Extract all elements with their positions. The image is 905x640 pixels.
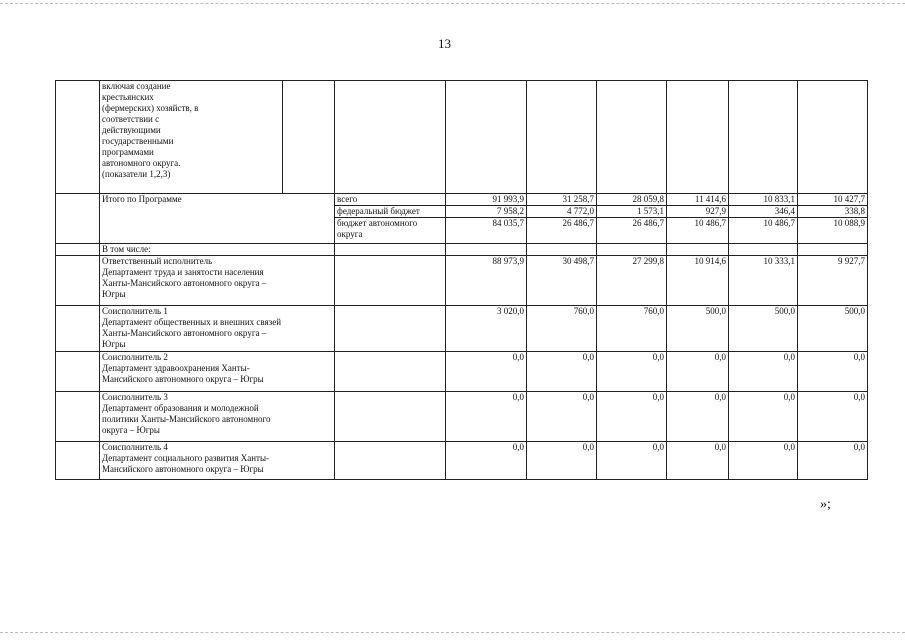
- value-cell: 10 333,1: [729, 256, 798, 306]
- value-cell: 28 059,8: [597, 194, 667, 206]
- number-cell: [56, 442, 100, 480]
- executor-label-line: Департамент образования и молодежной: [102, 403, 259, 413]
- value-cell: 346,4: [729, 206, 798, 218]
- value-cell: 500,0: [798, 306, 868, 352]
- value-cell: 0,0: [729, 352, 798, 392]
- executor-row: [56, 256, 868, 306]
- empty-cell: [729, 244, 798, 256]
- executor-label: [100, 352, 335, 392]
- value-cell: 0,0: [446, 352, 527, 392]
- empty-cell: [667, 81, 729, 194]
- value-cell: 31 258,7: [527, 194, 597, 206]
- activity-text-line: автономного округа.: [102, 158, 181, 168]
- activity-text-line: включая создание: [102, 81, 171, 91]
- value-cell: 500,0: [729, 306, 798, 352]
- including-label: В том числе:: [100, 244, 335, 256]
- value-cell: 0,0: [597, 442, 667, 480]
- executor-row: [56, 392, 868, 442]
- executor-label-line: Югры: [102, 289, 126, 299]
- empty-cell: [667, 244, 729, 256]
- activity-text-line: соответствии с: [102, 114, 160, 124]
- budget-table: [55, 80, 868, 480]
- executor-label-line: Соисполнитель 1: [102, 306, 168, 316]
- value-cell: 10 427,7: [798, 194, 868, 206]
- executor-label-line: Ханты-Мансийского автономного округа –: [102, 278, 267, 288]
- number-cell: [56, 81, 100, 194]
- executor-label-line: Департамент труда и занятости населения: [102, 267, 264, 277]
- value-cell: 10 088,9: [798, 218, 868, 244]
- empty-cell: [729, 81, 798, 194]
- executor-label-line: Департамент здравоохранения Ханты-: [102, 363, 250, 373]
- executor-label-line: политики Ханты-Мансийского автономного: [102, 414, 271, 424]
- executor-label: [100, 392, 335, 442]
- value-cell: 0,0: [729, 392, 798, 442]
- value-cell: 0,0: [798, 352, 868, 392]
- activity-row: [56, 81, 868, 194]
- value-cell: 0,0: [667, 392, 729, 442]
- page-number: 13: [438, 36, 451, 51]
- value-cell: 84 035,7: [446, 218, 527, 244]
- value-cell: 0,0: [446, 442, 527, 480]
- value-cell: 0,0: [798, 392, 868, 442]
- value-cell: 1 573,1: [597, 206, 667, 218]
- value-cell: 0,0: [729, 442, 798, 480]
- empty-cell: [446, 244, 527, 256]
- value-cell: 9 927,7: [798, 256, 868, 306]
- value-cell: 4 772,0: [527, 206, 597, 218]
- executor-label: [100, 442, 335, 480]
- empty-cell: [335, 352, 446, 392]
- activity-text-line: (показатели 1,2,3): [102, 169, 171, 179]
- value-cell: 27 299,8: [597, 256, 667, 306]
- executor-label-line: Департамент социального развития Ханты-: [102, 453, 270, 463]
- value-cell: 0,0: [798, 442, 868, 480]
- number-cell: [56, 352, 100, 392]
- value-cell: 0,0: [597, 352, 667, 392]
- empty-cell: [335, 306, 446, 352]
- executor-label-line: Соисполнитель 4: [102, 442, 168, 452]
- funding-source: бюджет автономного округа: [335, 218, 446, 244]
- value-cell: 0,0: [527, 392, 597, 442]
- value-cell: 26 486,7: [527, 218, 597, 244]
- value-cell: 10 486,7: [667, 218, 729, 244]
- value-cell: 760,0: [597, 306, 667, 352]
- empty-cell: [597, 81, 667, 194]
- total-label: Итого по Программе: [100, 194, 335, 244]
- activity-description-cell: [100, 81, 283, 194]
- funding-source: федеральный бюджет: [335, 206, 446, 218]
- executor-label-line: Ханты-Мансийского автономного округа –: [102, 328, 267, 338]
- executor-label: [100, 256, 335, 306]
- value-cell: 26 486,7: [597, 218, 667, 244]
- empty-cell: [335, 256, 446, 306]
- value-cell: 91 993,9: [446, 194, 527, 206]
- number-cell: [56, 194, 100, 244]
- number-cell: [56, 306, 100, 352]
- value-cell: 10 486,7: [729, 218, 798, 244]
- number-cell: [56, 244, 100, 256]
- activity-text-line: действующими: [102, 125, 161, 135]
- executor-label-line: Соисполнитель 3: [102, 392, 168, 402]
- value-cell: 0,0: [527, 442, 597, 480]
- funding-source: всего: [335, 194, 446, 206]
- value-cell: 0,0: [446, 392, 527, 442]
- empty-cell: [798, 81, 868, 194]
- value-cell: 760,0: [527, 306, 597, 352]
- including-row: [56, 244, 868, 256]
- activity-text-line: крестьянских: [102, 92, 154, 102]
- value-cell: 0,0: [597, 392, 667, 442]
- empty-cell: [597, 244, 667, 256]
- total-row-all: [56, 194, 868, 206]
- value-cell: 10 833,1: [729, 194, 798, 206]
- activity-text-line: государственными: [102, 136, 174, 146]
- empty-cell: [527, 81, 597, 194]
- executor-label-line: Югры: [102, 339, 126, 349]
- number-cell: [56, 256, 100, 306]
- executor-row: [56, 306, 868, 352]
- executor-row: [56, 352, 868, 392]
- executor-label: [100, 306, 335, 352]
- number-cell: [56, 392, 100, 442]
- executor-label-line: округа – Югры: [102, 425, 160, 435]
- activity-text-line: (фермерских) хозяйств, в: [102, 103, 199, 113]
- value-cell: 0,0: [667, 352, 729, 392]
- executor-label-line: Соисполнитель 2: [102, 352, 168, 362]
- empty-cell: [446, 81, 527, 194]
- empty-cell: [798, 244, 868, 256]
- activity-text-line: программами: [102, 147, 154, 157]
- value-cell: 11 414,6: [667, 194, 729, 206]
- value-cell: 0,0: [527, 352, 597, 392]
- executor-label-line: Мансийского автономного округа – Югры: [102, 374, 264, 384]
- value-cell: 30 498,7: [527, 256, 597, 306]
- value-cell: 3 020,0: [446, 306, 527, 352]
- closing-quote-mark: »;: [820, 497, 831, 512]
- scan-top-border: [0, 3, 905, 4]
- empty-cell: [335, 442, 446, 480]
- scan-bottom-border: [0, 632, 905, 633]
- value-cell: 338,8: [798, 206, 868, 218]
- value-cell: 927,9: [667, 206, 729, 218]
- value-cell: 0,0: [667, 442, 729, 480]
- value-cell: 500,0: [667, 306, 729, 352]
- value-cell: 7 958,2: [446, 206, 527, 218]
- empty-cell: [527, 244, 597, 256]
- empty-cell: [283, 81, 335, 194]
- value-cell: 10 914,6: [667, 256, 729, 306]
- value-cell: 88 973,9: [446, 256, 527, 306]
- executor-label-line: Департамент общественных и внешних связей: [102, 317, 282, 327]
- empty-cell: [335, 81, 446, 194]
- empty-cell: [335, 392, 446, 442]
- executor-row: [56, 442, 868, 480]
- executor-label-line: Ответственный исполнитель: [102, 256, 213, 266]
- empty-cell: [335, 244, 446, 256]
- executor-label-line: Мансийского автономного округа – Югры: [102, 464, 264, 474]
